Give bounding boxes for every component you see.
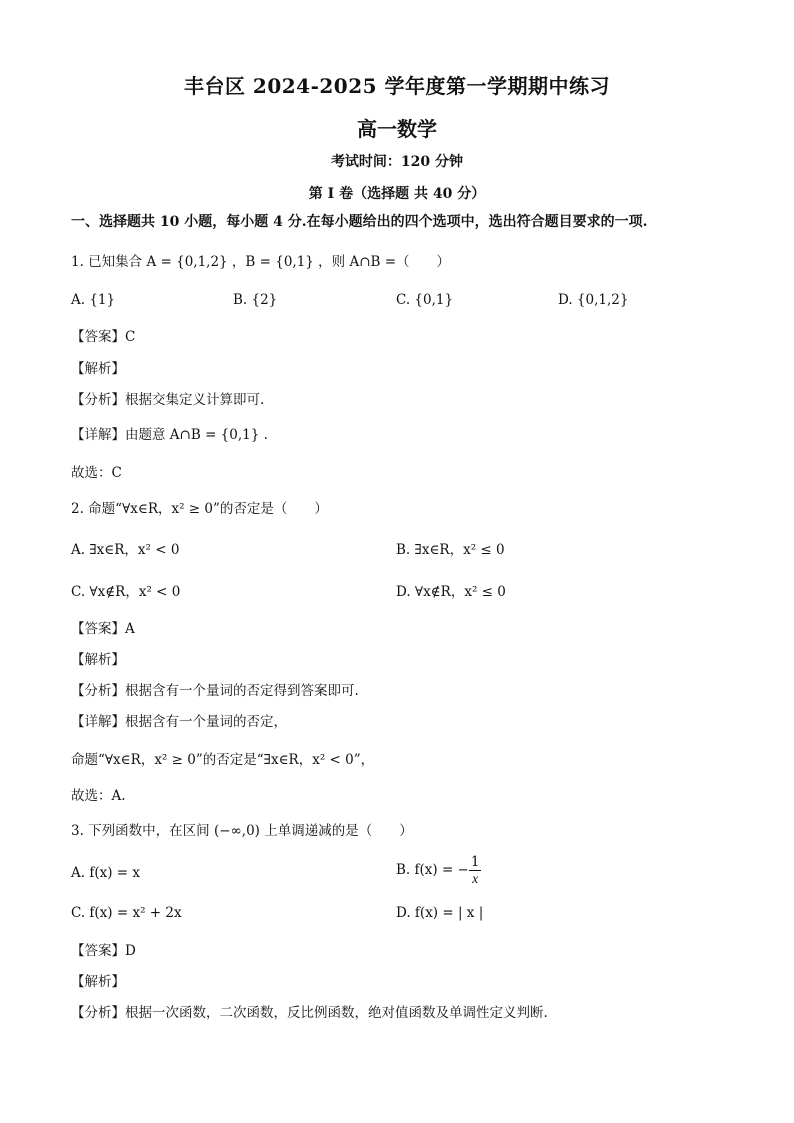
q2-option-d: D. ∀x∉R，x² ≤ 0	[396, 584, 506, 600]
q3-stem: 3. 下列函数中，在区间 (−∞,0) 上单调递减的是（ ）	[71, 823, 413, 839]
q2-option-a: A. ∃x∈R，x² < 0	[71, 542, 180, 558]
q2-guxuan: 故选：A.	[71, 788, 126, 804]
q2-stem: 2. 命题“∀x∈R，x² ≥ 0”的否定是（ ）	[71, 501, 328, 517]
q1-option-a: A. {1}	[71, 292, 116, 308]
q2-detail: 命题“∀x∈R，x² ≥ 0”的否定是“∃x∈R，x² < 0”，	[71, 752, 375, 768]
q3-option-b-numerator: 1	[470, 854, 480, 870]
q2-answer: 【答案】A	[71, 621, 135, 637]
q1-stem: 1. 已知集合 A = {0,1,2} ，B = {0,1} ，则 A∩B =（ ）	[71, 254, 451, 270]
q2-jiexi: 【解析】	[71, 652, 125, 668]
q3-option-a: A. f(x) = x	[71, 865, 140, 881]
exam-part: 第 I 卷（选择题 共 40 分）	[308, 186, 486, 202]
q2-option-b: B. ∃x∈R，x² ≤ 0	[396, 542, 505, 558]
q3-option-d: D. f(x) = | x |	[396, 905, 484, 921]
q1-option-d: D. {0,1,2}	[558, 292, 629, 308]
q1-xiangjie: 【详解】由题意 A∩B = {0,1} .	[71, 427, 268, 443]
q1-guxuan: 故选：C	[71, 465, 122, 481]
q1-option-c: C. {0,1}	[396, 292, 454, 308]
exam-time: 考试时间：120 分钟	[330, 154, 464, 170]
q2-fenxi: 【分析】根据含有一个量词的否定得到答案即可.	[71, 683, 359, 699]
q2-xiangjie: 【详解】根据含有一个量词的否定，	[71, 714, 287, 730]
q3-option-b-fraction	[469, 855, 482, 886]
q3-option-c: C. f(x) = x² + 2x	[71, 905, 182, 921]
q2-option-c: C. ∀x∉R，x² < 0	[71, 584, 181, 600]
q3-option-b	[396, 855, 481, 886]
q3-fenxi: 【分析】根据一次函数，二次函数，反比例函数，绝对值函数及单调性定义判断.	[71, 1005, 548, 1021]
q3-answer: 【答案】D	[71, 943, 136, 959]
section-heading: 一、选择题共 10 小题，每小题 4 分.在每小题给出的四个选项中，选出符合题目要求的一项.	[71, 214, 648, 230]
exam-title: 丰台区 2024-2025 学年度第一学期期中练习	[183, 74, 611, 98]
q1-fenxi: 【分析】根据交集定义计算即可.	[71, 392, 265, 408]
q1-option-b: B. {2}	[233, 292, 278, 308]
q3-option-b-prefix: B. f(x) = −	[396, 862, 469, 878]
q1-jiexi: 【解析】	[71, 361, 125, 377]
q3-option-b-denominator: x	[472, 871, 479, 886]
q1-answer: 【答案】C	[71, 329, 136, 345]
q3-jiexi: 【解析】	[71, 974, 125, 990]
exam-subject: 高一数学	[357, 117, 437, 141]
